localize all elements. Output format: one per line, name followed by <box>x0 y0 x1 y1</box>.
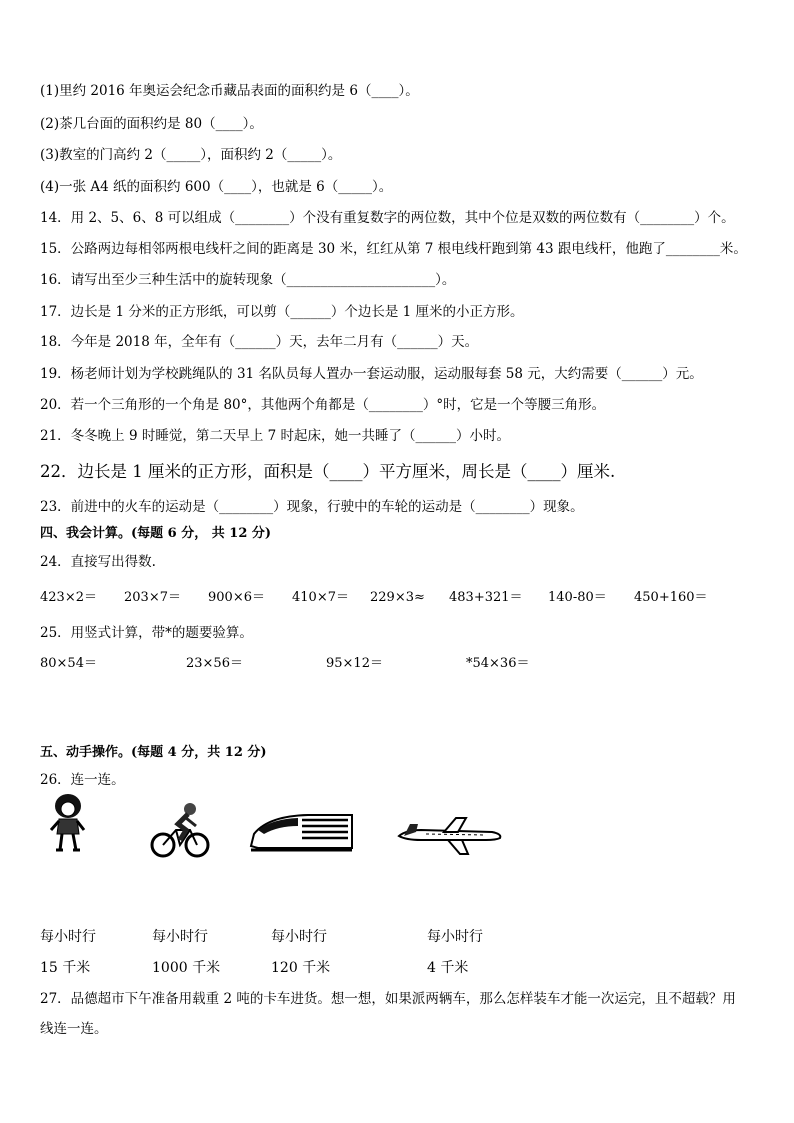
calc-24-8: 450+160＝ <box>634 590 708 605</box>
question-24: 24．直接写出得数. <box>40 554 156 570</box>
question-27: 27．品德超市下午准备用载重 2 吨的卡车进货。想一想，如果派两辆车，那么怎样装车才能一次运完，且不超载？用 <box>40 991 736 1007</box>
speed-label-1-top: 每小时行 <box>40 929 96 945</box>
question-27-continued: 线连一连。 <box>40 1021 108 1037</box>
calc-25-4: *54×36＝ <box>466 656 530 671</box>
calc-25-3: 95×12＝ <box>326 656 383 671</box>
question-22: 22．边长是 1 厘米的正方形，面积是（____）平方厘米，周长是（____）厘米. <box>40 462 616 481</box>
question-19: 19．杨老师计划为学校跳绳队的 31 名队员每人置办一套运动服，运动服每套 58 元，大约需要（______）元。 <box>40 366 703 382</box>
question-18: 18．今年是 2018 年，全年有（______）天，去年二月有（______）天。 <box>40 334 479 350</box>
walking-girl-icon <box>44 792 92 854</box>
speed-label-4-top: 每小时行 <box>427 929 483 945</box>
speed-label-2-bottom: 1000 千米 <box>152 960 221 976</box>
speed-label-3-top: 每小时行 <box>271 929 327 945</box>
question-25: 25．用竖式计算，带*的题要验算。 <box>40 625 253 641</box>
calc-24-4: 410×7＝ <box>292 590 349 605</box>
question-21: 21．冬冬晚上 9 时睡觉，第二天早上 7 时起床，她一共睡了（______）小时。 <box>40 428 511 444</box>
calc-25-2: 23×56＝ <box>186 656 243 671</box>
calc-24-1: 423×2＝ <box>40 590 97 605</box>
calc-24-2: 203×7＝ <box>124 590 181 605</box>
speed-label-1-bottom: 15 千米 <box>40 960 91 976</box>
question-15: 15．公路两边每相邻两根电线杆之间的距离是 30 米，红红从第 7 根电线杆跑到第 43 跟电线杆，他跑了________米。 <box>40 241 747 257</box>
calc-24-6: 483+321＝ <box>449 590 523 605</box>
cyclist-icon <box>150 800 210 860</box>
sub-question-4: (4)一张 A4 纸的面积约 600（____），也就是 6（_____）。 <box>40 179 393 195</box>
sub-question-1: (1)里约 2016 年奥运会纪念币藏品表面的面积约是 6（____）。 <box>40 83 419 99</box>
speed-label-2-top: 每小时行 <box>152 929 208 945</box>
question-23: 23．前进中的火车的运动是（________）现象，行驶中的车轮的运动是（________）现象。 <box>40 499 584 515</box>
question-14: 14．用 2、5、6、8 可以组成（________）个没有重复数字的两位数，其中个位是双数的两位数有（________）个。 <box>40 210 735 226</box>
question-26: 26．连一连。 <box>40 772 125 788</box>
calc-25-1: 80×54＝ <box>40 656 97 671</box>
airplane-icon <box>396 816 504 856</box>
speed-label-4-bottom: 4 千米 <box>427 960 469 976</box>
question-16: 16．请写出至少三种生活中的旋转现象（______________________）。 <box>40 272 456 288</box>
sub-question-2: (2)茶几台面的面积约是 80（____）。 <box>40 116 263 132</box>
calc-24-3: 900×6＝ <box>208 590 265 605</box>
section-5-heading: 五、动手操作。(每题 4 分，共 12 分) <box>40 745 267 760</box>
sub-question-3: (3)教室的门高约 2（_____），面积约 2（_____）。 <box>40 147 342 163</box>
calc-24-7: 140-80＝ <box>548 590 607 605</box>
question-20: 20．若一个三角形的一个角是 80°，其他两个角都是（________）°时，它是一个等腰三角形。 <box>40 397 606 413</box>
calc-24-5: 229×3≈ <box>370 590 425 605</box>
question-17: 17．边长是 1 分米的正方形纸，可以剪（______）个边长是 1 厘米的小正方形。 <box>40 304 524 320</box>
section-4-heading: 四、我会计算。(每题 6 分， 共 12 分) <box>40 526 272 541</box>
speed-label-3-bottom: 120 千米 <box>271 960 331 976</box>
high-speed-train-icon <box>248 812 356 854</box>
